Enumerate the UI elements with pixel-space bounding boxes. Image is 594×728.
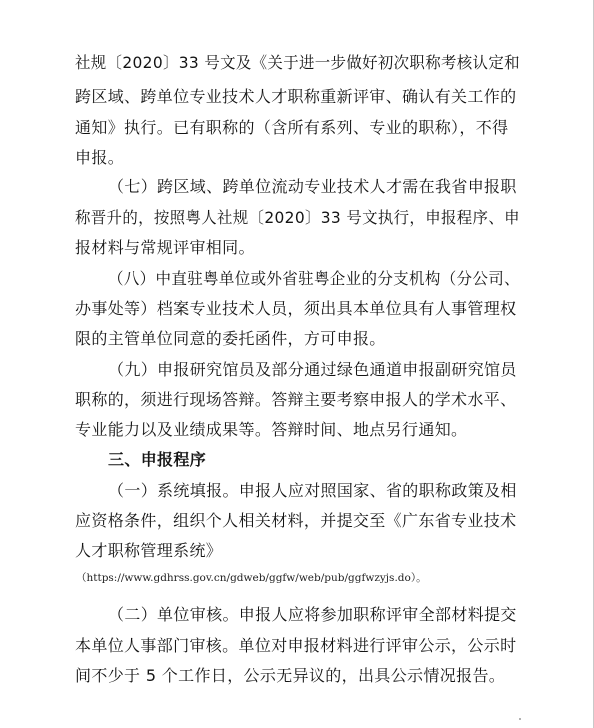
text-line: 本单位人事部门审核。单位对申报材料进行评审公示，公示时 bbox=[75, 636, 517, 655]
text-line: 办事处等）档案专业技术人员，须出具本单位具有人事管理权 bbox=[75, 299, 517, 318]
text-line: （九）申报研究馆员及部分通过绿色通道申报副研究馆员 bbox=[108, 360, 517, 379]
text-line: 人才职称管理系统》 bbox=[75, 541, 223, 560]
text-line: 跨区域、跨单位专业技术人才职称重新评审、确认有关工作的 bbox=[75, 87, 517, 106]
text-line: （一）系统填报。申报人应对照国家、省的职称政策及相 bbox=[108, 481, 517, 500]
text-line: 间不少于 5 个工作日，公示无异议的，出具公示情况报告。 bbox=[75, 666, 506, 685]
text-line: 申报。 bbox=[75, 148, 125, 167]
text-line: 限的主管单位同意的委托函件，方可申报。 bbox=[75, 329, 386, 348]
section-heading: 三、申报程序 bbox=[108, 450, 207, 469]
text-line: 专业能力以及业绩成果等。答辩时间、地点另行通知。 bbox=[75, 420, 468, 439]
text-line: 通知》执行。已有职称的（含所有系列、专业的职称），不得 bbox=[75, 118, 509, 137]
scan-speck bbox=[519, 718, 521, 720]
text-line: 社规〔2020〕33 号文及《关于进一步做好初次职称考核认定和 bbox=[75, 53, 520, 72]
text-line: 称晋升的，按照粤人社规〔2020〕33 号文执行，申报程序、申 bbox=[75, 208, 520, 227]
text-line: （七）跨区域、跨单位流动专业技术人才需在我省申报职 bbox=[108, 177, 517, 196]
text-line: 应资格条件，组织个人相关材料，并提交至《广东省专业技术 bbox=[75, 511, 517, 530]
text-line: （八）中直驻粤单位或外省驻粤企业的分支机构（分公司、 bbox=[108, 269, 520, 288]
text-line: 职称的，须进行现场答辩。答辩主要考察申报人的学术水平、 bbox=[75, 390, 517, 409]
url-line: （https://www.gdhrss.gov.cn/gdweb/ggfw/web/pub/ggfwzyjs.do）。 bbox=[76, 572, 427, 584]
text-line: （二）单位审核。申报人应将参加职称评审全部材料提交 bbox=[108, 605, 517, 624]
text-line: 报材料与常规评审相同。 bbox=[75, 238, 255, 257]
